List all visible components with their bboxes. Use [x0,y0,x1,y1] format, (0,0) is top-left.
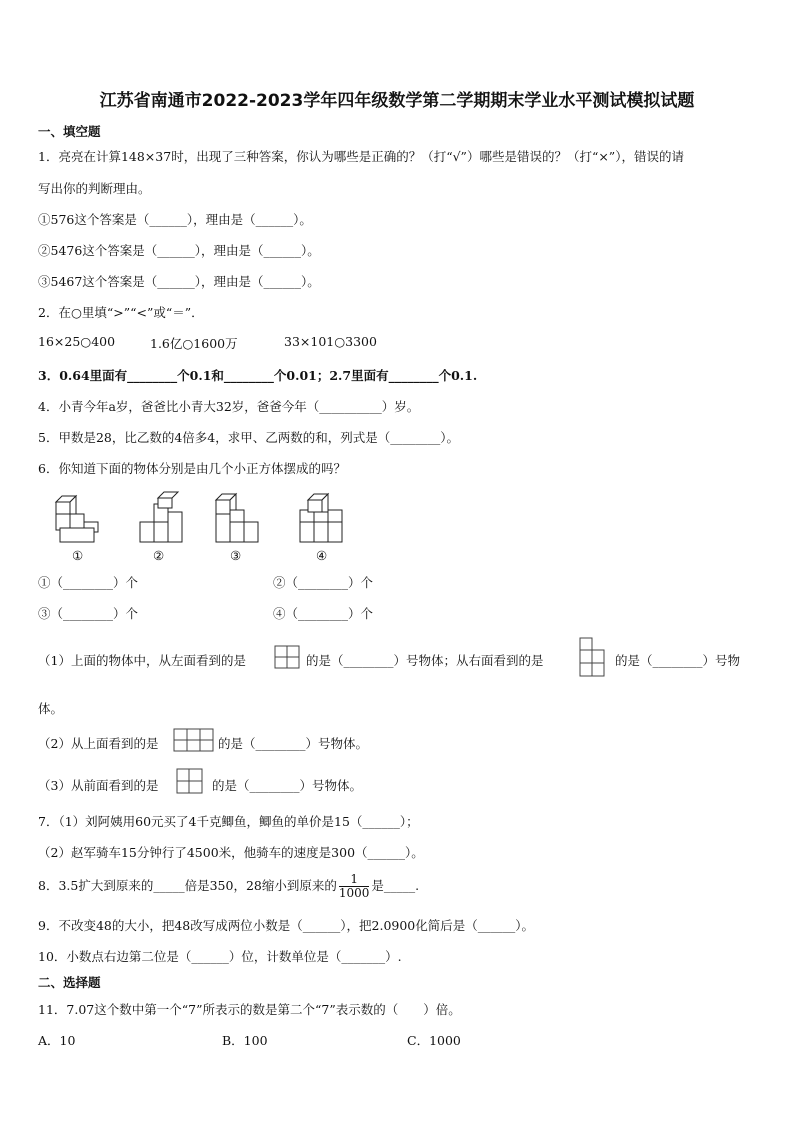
fraction-numerator: 1 [339,873,370,887]
cube-figure-1 [56,496,98,542]
view-grid-front [176,768,204,794]
q7-part2: （2）赵军骑车15分钟行了4500米，他骑车的速度是300（______）。 [38,845,424,860]
figure-label-1: ① [72,548,84,563]
q6-sub1-part1: （1）上面的物体中，从左面看到的是 [38,653,246,668]
section-heading-choice: 二、选择题 [38,975,101,990]
view-grid-right-col [579,637,605,677]
q8-text [38,873,419,900]
q6-sub3-part1: （3）从前面看到的是 [38,778,159,793]
q1-line2: 写出你的判断理由。 [38,181,151,196]
q6-sub2-part1: （2）从上面看到的是 [38,736,159,751]
q2-text: 2．在○里填“>”“<”或“＝”． [38,305,204,320]
q10-text: 10．小数点右边第二位是（______）位，计数单位是（_______）. [38,949,402,964]
q6-sub3-part2: 的是（________）号物体。 [212,778,363,793]
view-grid-left-2x2 [274,645,300,669]
figure-label-2: ② [153,548,165,563]
view-grid-top-3x2 [173,728,215,752]
q6-answer1: ①（________）个 [38,575,139,590]
q6-answer3: ③（________）个 [38,606,139,621]
figure-label-3: ③ [230,548,242,563]
cube-figure-3 [216,494,258,542]
q6-answer4: ④（________）个 [273,606,374,621]
q3-text: 3．0.64里面有________个0.1和________个0.01；2.7里面有________个0.1. [38,368,478,383]
fraction-denominator: 1000 [338,886,370,900]
cube-figures [50,488,350,548]
q6-sub1-part3: 的是（________）号物 [615,653,741,668]
page-title: 江苏省南通市2022-2023学年四年级数学第二学期期末学业水平测试模拟试题 [99,91,695,111]
q1-item3: ③5467这个答案是（______），理由是（______）。 [38,274,320,289]
q2-item3: 33×101○3300 [284,334,377,349]
cube-figure-2 [140,492,182,542]
q9-text: 9．不改变48的大小，把48改写成两位小数是（______），把2.0900化简后是（______）。 [38,918,535,933]
q1-line1: 1．亮亮在计算148×37时，出现了三种答案，你认为哪些是正确的？（打“√”）哪些是错误的？（打“×”），错误的请 [38,149,684,164]
q8-part2: 是_____. [371,878,420,893]
q6-sub1-part4: 体。 [38,701,64,716]
q6-sub2-part2: 的是（________）号物体。 [218,736,369,751]
fraction [339,873,370,900]
q6-answer2: ②（________）个 [273,575,374,590]
q1-item1: ①576这个答案是（______），理由是（______）。 [38,212,312,227]
q7-part1: 7．（1）刘阿姨用60元买了4千克鲫鱼，鲫鱼的单价是15（______）； [38,814,419,829]
q8-part1: 8．3.5扩大到原来的_____倍是350，28缩小到原来的 [38,878,337,893]
q6-text: 6．你知道下面的物体分别是由几个小正方体摆成的吗？ [38,461,346,476]
cube-figure-4 [300,494,342,542]
q6-sub1-part2: 的是（________）号物体；从右面看到的是 [306,653,544,668]
q2-item2: 1.6亿○1600万 [150,336,238,351]
figure-label-4: ④ [316,548,328,563]
q11-option-a: A．10 [38,1033,76,1048]
q5-text: 5．甲数是28，比乙数的4倍多4，求甲、乙两数的和，列式是（________）。 [38,430,460,445]
q2-item1: 16×25○400 [38,334,116,349]
q11-option-b: B．100 [222,1033,268,1048]
q11-option-c: C．1000 [407,1033,461,1048]
q11-text: 11．7.07这个数中第一个“7”所表示的数是第二个“7”表示数的（ ）倍。 [38,1002,461,1017]
q1-item2: ②5476这个答案是（______），理由是（______）。 [38,243,320,258]
section-heading-fill: 一、填空题 [38,124,101,139]
q4-text: 4．小青今年a岁，爸爸比小青大32岁，爸爸今年（__________）岁。 [38,399,420,414]
